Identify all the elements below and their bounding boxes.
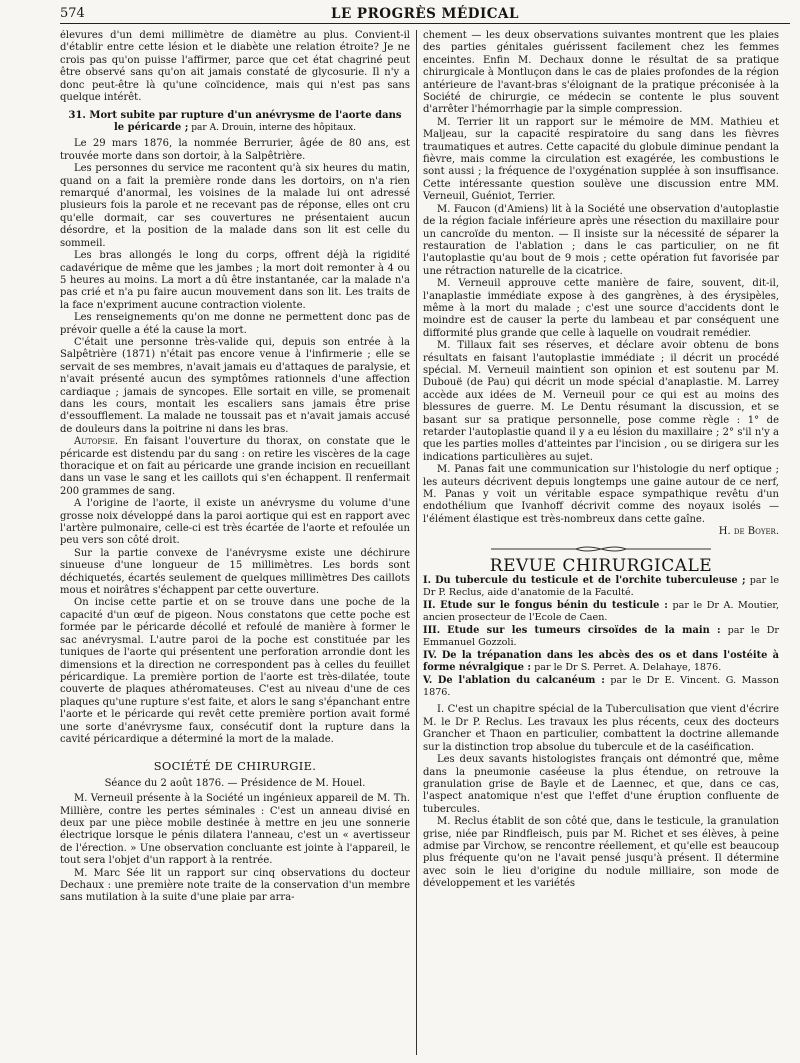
review-number: IV. [423, 650, 437, 662]
journal-title: LE PROGRÈS MÉDICAL [330, 6, 520, 22]
review-author: par le Dr E. Vincent. G. Masson 1876. [423, 675, 779, 699]
review-author: par le Dr Emmanuel Gozzoli. [423, 625, 779, 649]
review-number: V. [423, 675, 433, 687]
paragraph: M. Reclus établit de son côté que, dans le testicule, la granulation grise, niée par Rindfleisch, puis par M. Richet et ses élèves, à peine admise par Virchow, se rencontre réellement, et qu'elle est beaucoup plus fréquente qu'on ne l'avait pensé jusqu'à présent. Il détermine avec soin le lieu d'origine du nodule milliaire, son mode de développement et les variétés [423, 816, 779, 890]
article-title: 31. Mort subite par rupture d'un anévrysme de l'aorte dans le péricarde ; [68, 110, 402, 134]
paragraph: A l'origine de l'aorte, il existe un anévrysme du volume d'une grosse noix développé dans la paroi aortique qui est en rapport avec l'artère pulmonaire, celle-ci est très écartée de l'aorte et refoulée un peu vers son côté droit. [60, 498, 410, 547]
session-line: Séance du 2 août 1876. — Présidence de M. Houel. [104, 777, 366, 789]
review-title: Etude sur le fongus bénin du testicule : [440, 600, 668, 612]
article-author: par A. Drouin, interne des hôpitaux. [188, 123, 356, 134]
review-list [423, 575, 779, 699]
autopsie-label: Autopsie. [74, 436, 119, 448]
paragraph: Les personnes du service me racontent qu'à six heures du matin, quand on a fait la première ronde dans les dortoirs, on n'a rien remarqué d'anormal, les voisines de la malade lui ont adressé plusieurs fois la parole et ne recevant pas de réponse, elles ont cru qu'elle dormait, car ses couvertures ne présentaient aucun désordre, et la position de la malade dans son lit est celle du sommeil. [60, 163, 410, 249]
review-author: par le Dr A. Moutier, ancien prosecteur de l'Ecole de Caen. [423, 600, 779, 624]
review-item [423, 625, 779, 649]
ornament-line-icon [491, 545, 711, 553]
paragraph: M. Verneuil présente à la Société un ingénieux appareil de M. Th. Millière, contre les pertes séminales : C'est un anneau divisé en deux par une pièce mobile destinée à mettre en jeu une sonnerie électrique lorsque le pénis dilatera l'anneau, c'est un « avertisseur de l'érection. » Une observation concluante est jointe à l'appareil, le tout sera l'objet d'un rapport à la rentrée. [60, 793, 410, 867]
review-author: par le Dr P. Reclus, aide d'anatomie de la Faculté. [423, 575, 779, 599]
paragraph: On incise cette partie et on se trouve dans une poche de la capacité d'un œuf de pigeon. Nous constatons que cette poche est formée par le péricarde décollé et refoulé de manière à former le sac anévrysmal. L'autre paroi de la poche est constituée par les tuniques de l'aorte qui présentent une perforation arrondie dont les dimensions et la direction ne correspondent pas à celles du feuillet péricardique. La première portion de l'aorte est très-dilatée, toute couverte de plaques athéromateuses. C'est au niveau d'une de ces plaques qu'une rupture s'est faite, et alors le sang s'épanchant entre l'aorte et le péricarde qui revêt cette première portion avait formé une sorte d'anévrysme faux, consécutif dont la rupture dans la cavité péricardique a déterminé la mort de la malade. [60, 597, 410, 745]
paragraph: Les bras allongés le long du corps, offrent déjà la rigidité cadavérique de même que les jambes ; la mort doit remonter à 4 ou 5 heures au moins. La mort a dû être instantanée, car la malade n'a pas crié et n'a pu faire aucun mouvement dans son lit. Les traits de la face n'expriment aucune contraction violente. [60, 250, 410, 311]
review-number: II. [423, 600, 436, 612]
page-header [60, 6, 790, 24]
paragraph: M. Terrier lit un rapport sur le mémoire de MM. Mathieu et Maljeau, sur la capacité respiratoire du sang dans les fièvres traumatiques et autres. Cette capacité du globule diminue pendant la fièvre, mais comme la circulation est exagérée, les combustions le sont aussi ; la fréquence de l'oxygénation supplée à son insuffisance. Cette intéressante question soulève une discussion entre MM. Verneuil, Guéniot, Terrier. [423, 116, 779, 203]
paragraph: M. Marc Sée lit un rapport sur cinq observations du docteur Dechaux : une première note traite de la conservation d'un membre sans mutilation à la suite d'une plaie par arra- [60, 867, 410, 904]
review-title: Etude sur les tumeurs cirsoïdes de la main : [447, 625, 721, 637]
paragraph: élevures d'un demi millimètre de diamètre au plus. Convient-il d'établir entre cette lésion et le diabète une relation étroite? Je ne crois pas qu'on puisse l'affirmer, parce que cet état chagriné peut être observé sans qu'on ait jamais constaté de glycosurie. Il n'y a donc peut-être là qu'une coïncidence, mais qui n'est pas sans quelque intérêt. [60, 30, 410, 104]
paragraph: Le 29 mars 1876, la nommée Berrurier, âgée de 80 ans, est trouvée morte dans son dortoir, à la Salpêtrière. [60, 138, 410, 162]
section-title: SOCIÉTÉ DE CHIRURGIE. [153, 759, 317, 774]
header-rule [60, 23, 790, 24]
paragraph: M. Verneuil approuve cette manière de faire, souvent, dit-il, l'anaplastie immédiate expose à des gangrènes, à des érysipèles, même à la mort du malade ; c'est une source d'accidents dont le moindre est de causer la perte du lambeau et par conséquent une difformité plus grande que celle à laquelle on voudrait remédier. [423, 278, 779, 339]
paragraph: Sur la partie convexe de l'anévrysme existe une déchirure sinueuse d'une longueur de 15 millimètres. Les bords sont déchiquetés, écartés seulement de quelques millimètres Des caillots mous et noirâtres s'échappent par cette ouverture. [60, 547, 410, 597]
review-title: Du tubercule du testicule et de l'orchite tuberculeuse ; [435, 575, 746, 587]
review-item [423, 675, 779, 699]
right-column [423, 30, 779, 1055]
paragraph: C'était une personne très-valide qui, depuis son entrée à la Salpêtrière (1871) n'était pas encore venue à l'infirmerie ; elle se servait de ses membres, n'avait jamais eu d'attaques de paralysie, et n'avait présenté aucun des symptômes rationnels d'une affection cardiaque ; jamais de syncopes. Elle sortait en ville, se promenait dans les cours, montait les escaliers sans jamais être prise d'essoufflement. La malade ne toussait pas et n'avait jamais accusé de douleurs dans la poitrine ni dans les bras. [60, 336, 410, 435]
revue-title: REVUE CHIRURGICALE [489, 556, 713, 577]
paragraph: M. Panas fait une communication sur l'histologie du nerf optique ; les auteurs décrivent depuis longtemps une gaine autour de ce nerf, M. Panas y voit un véritable espace sympathique revêtu d'un endothélium que Ivanhoff décrivit comme des noyaux isolés — l'élément élastique est très-nombreux dans cette gaîne. [423, 464, 779, 525]
review-title: De la trépanation dans les abcès des os et dans l'ostéite à forme névralgique : [423, 650, 779, 674]
review-number: III. [423, 625, 441, 637]
paragraph: I. C'est un chapitre spécial de la Tuberculisation que vient d'écrire M. le Dr P. Reclus. Les travaux les plus récents, ceux des docteurs Grancher et Thaon en particulier, combattent la doctrine allemande sur la distinction trop absolue du tubercule et de la caséification. [423, 704, 779, 753]
page-number: 574 [60, 6, 85, 21]
left-column [60, 30, 410, 1055]
review-title: De l'ablation du calcanéum : [437, 675, 605, 687]
paragraph: M. Faucon (d'Amiens) lit à la Société une observation d'autoplastie de la région faciale inférieure après une résection du maxillaire pour un cancroïde du menton. — Il insiste sur la nécessité de séparer la restauration de l'ablation ; dans le cas particulier, on ne fit l'autoplastie qu'au bout de 9 mois ; cette opération fut favorisée par une rétraction naturelle de la cicatrice. [423, 203, 779, 277]
review-number: I. [423, 575, 431, 587]
paragraph: Les deux savants histologistes français ont démontré que, même dans la pneumonie caséeuse la plus étendue, on retrouve la granulation grise de Bayle et de Laennec, et que, dans ce cas, l'aspect anatomique n'est que l'effet d'une éruption confluente de tubercules. [423, 754, 779, 815]
paragraph: M. Tillaux fait ses réserves, et déclare avoir obtenu de bons résultats en faisant l'autoplastie immédiate ; il décrit un procédé spécial. M. Verneuil maintient son opinion et est soutenu par M. Dubouë (de Pau) qui décrit un mode spécial d'anaplastie. M. Larrey accède aux idées de M. Verneuil pour ce qui est au moins des blessures de guerre. M. Le Dentu résumant la discussion, et se basant sur sa pratique personnelle, pose comme règle : 1° de retarder l'autoplastie quand il y a eu lésion du maxillaire ; 2° s'il n'y a que les parties molles d'atteintes par l'incision , ou se dirigera sur les indications particulières au sujet. [423, 340, 779, 463]
article-heading [64, 110, 406, 134]
column-divider [416, 30, 417, 1055]
review-author: par le Dr S. Perret. A. Delahaye, 1876. [534, 662, 722, 674]
paragraph [60, 436, 410, 498]
paragraph-text: En faisant l'ouverture du thorax, on constate que le péricarde est distendu par du sang : on retire les viscères de la cage thoracique et on fait au péricarde une grande incision en recueillant dans un vase le sang et les caillots qui s'en échappent. Il renfermait 200 grammes de sang. [60, 436, 410, 497]
signature: H. de Boyer. [718, 526, 779, 538]
paragraph: Les renseignements qu'on me donne ne permettent donc pas de prévoir quelle a été la cause la mort. [60, 312, 410, 336]
review-item [423, 575, 779, 599]
review-item [423, 650, 779, 674]
paragraph: chement — les deux observations suivantes montrent que les plaies des parties génitales guérissent facilement chez les femmes enceintes. Enfin M. Dechaux donne le résultat de sa pratique chirurgicale à Montluçon dans le cas de plaies profondes de la région antérieure de l'avant-bras s'éloignant de la pratique préconisée à la Société de chirurgie, ce médecin se contente le plus souvent d'arrêter l'hémorrhagie par la simple compression. [423, 30, 779, 116]
review-item [423, 600, 779, 624]
